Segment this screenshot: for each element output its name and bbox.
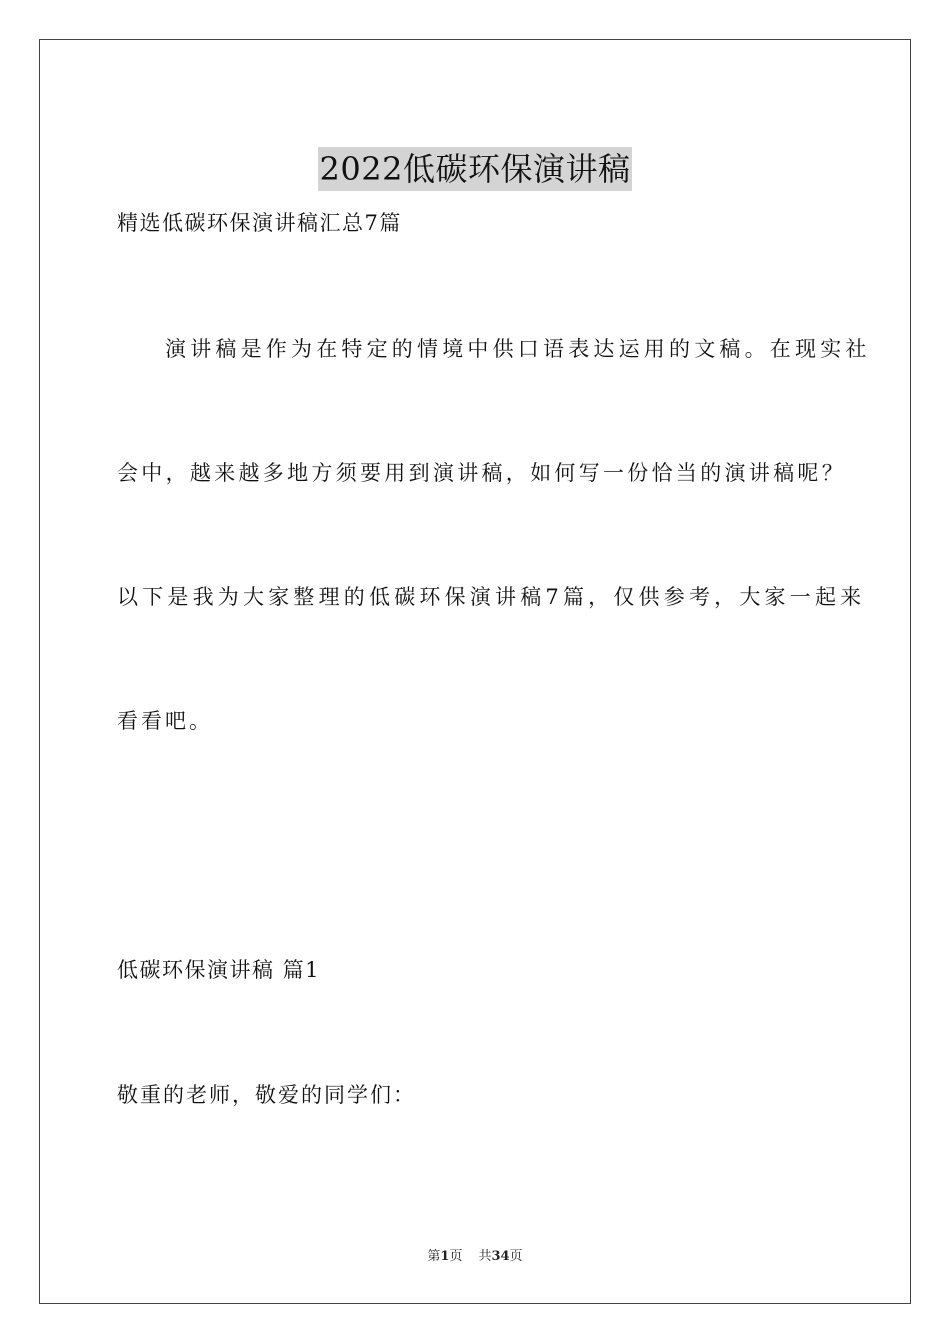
total-prefix: 共: [478, 1249, 492, 1264]
page-prefix: 第: [427, 1249, 441, 1264]
document-title: 2022低碳环保演讲稿: [318, 147, 633, 191]
paragraph-line-3: 以下是我为大家整理的低碳环保演讲稿7篇，仅供参考，大家一起来: [117, 585, 866, 609]
page-footer: [0, 1248, 950, 1266]
paragraph-line-4: 看看吧。: [117, 709, 213, 733]
title-container: [0, 126, 950, 213]
paragraph-line-2: 会中，越来越多地方须要用到演讲稿，如何写一份恰当的演讲稿呢？: [117, 461, 846, 485]
total-suffix: 页: [509, 1249, 523, 1264]
page-suffix: 页: [449, 1249, 463, 1264]
document-subtitle: 精选低碳环保演讲稿汇总7篇: [117, 211, 402, 235]
greeting-line: 敬重的老师，敬爱的同学们：: [117, 1083, 416, 1107]
section-heading: 低碳环保演讲稿 篇1: [117, 958, 321, 982]
page-number: 1: [440, 1249, 450, 1264]
paragraph-line-1: 演讲稿是作为在特定的情境中供口语表达运用的文稿。在现实社: [165, 337, 871, 361]
total-pages: 34: [491, 1249, 510, 1264]
